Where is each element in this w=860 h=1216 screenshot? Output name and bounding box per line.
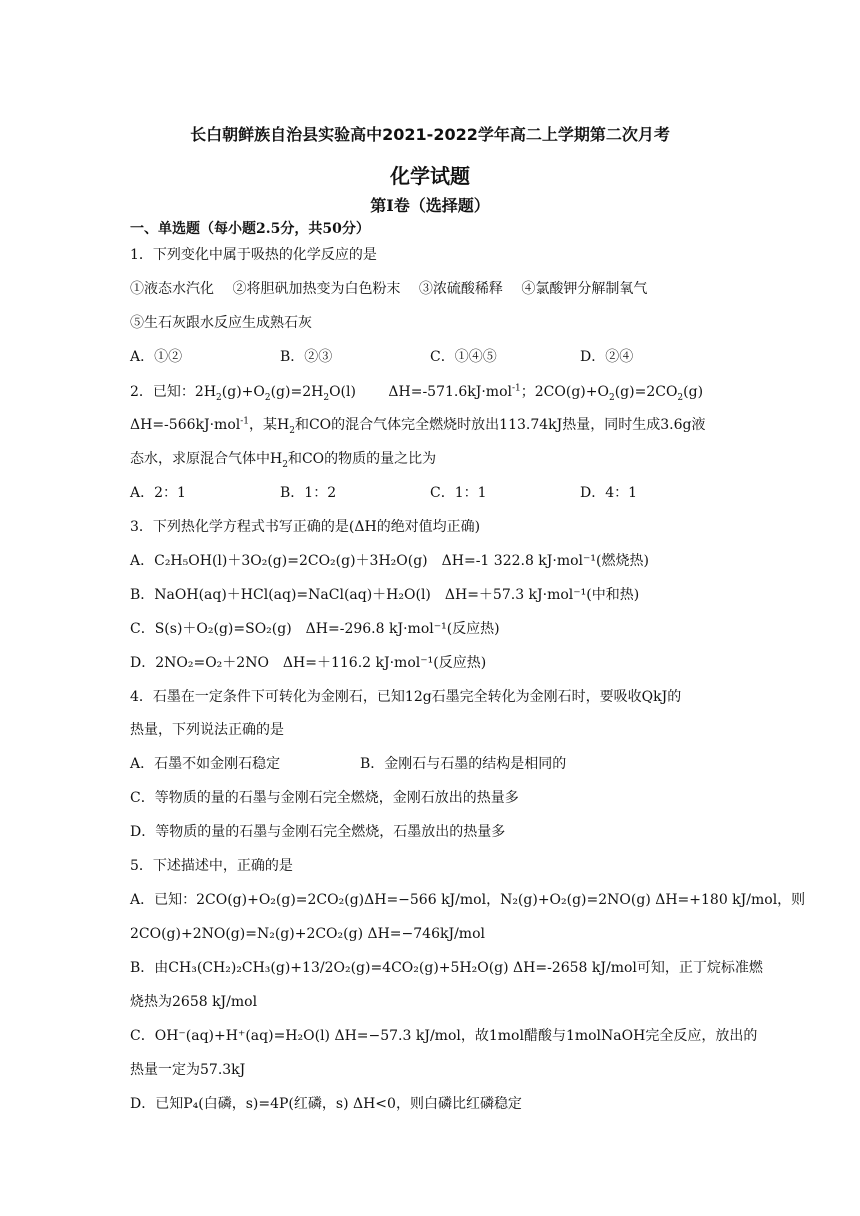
question-3-option-c: C．S(s)＋O₂(g)=SO₂(g) ΔH=-296.8 kJ·mol⁻¹(反应热) [130,621,500,637]
question-3-stem: 3．下列热化学方程式书写正确的是(ΔH的绝对值均正确) [130,519,481,535]
section-heading: 一、单选题（每小题2.5分，共50分） [130,221,370,237]
question-4-option-d: D．等物质的量的石墨与金刚石完全燃烧，石墨放出的热量多 [130,824,506,840]
question-1-option-a: A．①② [130,349,183,365]
question-1-stem: 1．下列变化中属于吸热的化学反应的是 [130,247,377,263]
question-1-items-line2: ⑤生石灰跟水反应生成熟石灰 [130,315,312,331]
question-1-option-b: B．②③ [280,349,333,365]
question-2-option-c: C．1：1 [430,485,487,501]
subject-title: 化学试题 [390,164,470,188]
question-4-line1: 4．石墨在一定条件下可转化为金刚石，已知12g石墨完全转化为金刚石时，要吸收QkJ的 [130,689,682,705]
question-5-option-c-line1: C．OH⁻(aq)+H⁺(aq)=H₂O(l) ΔH=−57.3 kJ/mol，故1mol醋酸与1molNaOH完全反应，放出的 [130,1028,758,1044]
question-2-line2: ΔH=-566kJ·mol$^{-1}$，某$H_2$和CO的混合气体完全燃烧时放出113.74kJ热量，同时生成3.6g液 [130,416,706,436]
question-5-option-b-line1: B．由CH₃(CH₂)₂CH₃(g)+13/2O₂(g)=4CO₂(g)+5H₂O(g) ΔH=-2658 kJ/mol可知，正丁烷标准燃 [130,960,763,976]
question-4-option-a: A．石墨不如金刚石稳定 [130,756,281,772]
question-4-option-b: B．金刚石与石墨的结构是相同的 [360,756,567,772]
question-2-option-d: D．4：1 [580,485,638,501]
part-title: 第Ⅰ卷（选择题） [370,196,490,215]
school-title: 长白朝鲜族自治县实验高中2021-2022学年高二上学期第二次月考 [190,125,670,144]
question-2-line1: 2．已知：$2H_2(g)+O_2(g)=2H_2O(l)$ ΔH=-571.6kJ·mol$^{-1}$；$2CO(g)+O_2(g)=2CO_2(g)$ [130,383,704,403]
question-3-option-d: D．2NO₂=O₂＋2NO ΔH=＋116.2 kJ·mol⁻¹(反应热) [130,655,487,671]
question-5-option-d: D．已知P₄(白磷，s)=4P(红磷，s) ΔH<0，则白磷比红磷稳定 [130,1096,522,1112]
question-5-option-a-line2: 2CO(g)+2NO(g)=N₂(g)+2CO₂(g) ΔH=−746kJ/mol [130,926,485,942]
question-3-option-b: B．NaOH(aq)＋HCl(aq)=NaCl(aq)＋H₂O(l) ΔH=＋57.3 kJ·mol⁻¹(中和热) [130,587,640,603]
question-2-option-b: B．1：2 [280,485,337,501]
question-5-option-a-line1: A．已知：2CO(g)+O₂(g)=2CO₂(g)ΔH=−566 kJ/mol，N₂(g)+O₂(g)=2NO(g) ΔH=+180 kJ/mol，则 [130,892,806,908]
question-5-option-c-line2: 热量一定为57.3kJ [130,1062,246,1078]
question-2-line3: 态水，求原混合气体中$H_2$和CO的物质的量之比为 [130,451,437,470]
question-5-option-b-line2: 烧热为2658 kJ/mol [130,994,258,1010]
question-1-option-c: C．①④⑤ [430,349,497,365]
question-4-option-c: C．等物质的量的石墨与金刚石完全燃烧，金刚石放出的热量多 [130,790,519,806]
question-1-option-d: D．②④ [580,349,634,365]
question-3-option-a: A．C₂H₅OH(l)＋3O₂(g)=2CO₂(g)＋3H₂O(g) ΔH=-1 322.8 kJ·mol⁻¹(燃烧热) [130,553,649,569]
question-5-stem: 5．下述描述中，正确的是 [130,858,293,874]
question-2-option-a: A．2：1 [130,485,186,501]
question-4-line2: 热量，下列说法正确的是 [130,722,284,738]
question-1-items-line1: ①液态水汽化 ②将胆矾加热变为白色粉末 ③浓硫酸稀释 ④氯酸钾分解制氧气 [130,281,648,297]
